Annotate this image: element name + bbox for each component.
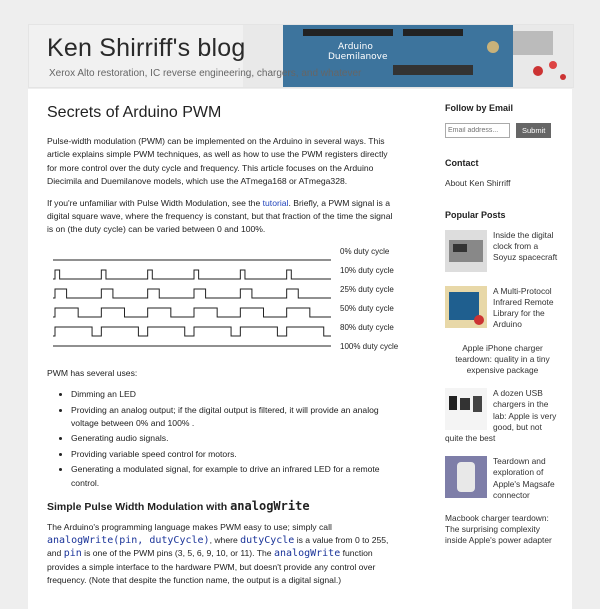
list-item: • Generating audio signals.	[71, 432, 399, 445]
about-link[interactable]: About Ken Shirriff	[445, 178, 511, 189]
pwm-waveform	[53, 327, 331, 336]
uses-list	[47, 388, 399, 490]
pwm-waveform	[53, 289, 331, 298]
blog-header	[28, 24, 574, 88]
content-area	[28, 89, 572, 609]
list-item: • Dimming an LED	[71, 388, 399, 401]
follow-form	[445, 123, 560, 138]
blog-description: Xerox Alto restoration, IC reverse engineering, chargers, and whatever	[49, 68, 362, 79]
popular-post[interactable]: Macbook charger teardown: The surprising complexity inside Apple's power adapter	[445, 513, 552, 546]
pwm-waveforms	[53, 245, 335, 357]
post-paragraph-pwm: If you're unfamiliar with Pulse Width Modulation, see the tutorial. Briefly, a PWM signal is a digital square wave, where the frequency is constant, but that fraction of the time the signal is on (the duty cycle) can be varied between 0 and 100%.	[47, 197, 393, 235]
follow-heading: Follow by Email	[445, 103, 514, 113]
post-paragraph-intro: Pulse-width modulation (PWM) can be implemented on the Arduino in several ways. This article explains simple PWM techniques, as well as how to use the PWM registers directly for more control over the duty cycle and frequency. This article focuses on the Arduino Diecimila and Duemilanove models, which use the ATmega168 or ATmega328.	[47, 136, 388, 187]
svg-text:Duemilanove: Duemilanove	[328, 52, 388, 62]
duty-label: 25% duty cycle	[340, 284, 394, 294]
svg-text:Arduino: Arduino	[338, 42, 373, 52]
duty-label: 100% duty cycle	[340, 341, 399, 351]
pwm-waveform	[53, 270, 331, 279]
soyuz-clock-thumbnail	[445, 230, 487, 272]
popular-heading: Popular Posts	[445, 209, 506, 220]
magsafe-thumbnail	[445, 456, 487, 498]
post-paragraph-analogwrite: The Arduino's programming language makes PWM easy to use; simply call analogWrite(pin, dutyCycle), where dutyCycle is a value from 0 to 255, and pin is one of the PWM pins (3, 5, 6, 9, 10, or 11). The analogWrite function provides a simple interface to the hardware PWM, but doesn't provide any control over frequency. (Note that despite the function name, the output is a digital signal.)	[47, 521, 389, 586]
duty-label: 0% duty cycle	[340, 246, 390, 256]
duty-label: 10% duty cycle	[340, 265, 394, 275]
list-item: • Generating a modulated signal, for example to drive an infrared LED for a remote control.	[71, 463, 399, 490]
duty-label: 50% duty cycle	[340, 303, 394, 313]
pwm-waveform	[53, 308, 331, 317]
tutorial-link[interactable]: tutorial	[262, 197, 289, 208]
popular-post[interactable]: A dozen USB chargers in the lab: Apple is very good, but not quite the best	[445, 388, 557, 444]
popular-post[interactable]: Teardown and exploration of Apple's Magsafe connector	[445, 456, 560, 501]
list-item: • Providing an analog output; if the digital output is filtered, it will provide an analog voltage between 0% and 100% .	[71, 404, 399, 431]
usb-chargers-thumbnail	[445, 388, 487, 430]
contact-heading: Contact	[445, 158, 479, 169]
submit-button[interactable]: Submit	[516, 123, 551, 138]
post-title[interactable]: Secrets of Arduino PWM	[47, 104, 222, 121]
pwm-duty-cycle-diagram	[47, 245, 399, 357]
arduino-ir-thumbnail	[445, 286, 487, 328]
popular-post[interactable]: A Multi-Protocol Infrared Remote Library for the Arduino	[445, 286, 560, 331]
sidebar	[445, 103, 560, 559]
popular-post[interactable]: Inside the digital clock from a Soyuz spacecraft	[445, 230, 560, 274]
section-heading: Simple Pulse Width Modulation with analogWrite	[47, 499, 310, 514]
post	[47, 103, 399, 596]
uses-intro: PWM has several uses:	[47, 367, 138, 378]
list-item: • Providing variable speed control for motors.	[71, 448, 399, 461]
popular-post[interactable]: Apple iPhone charger teardown: quality in a tiny expensive package	[455, 342, 550, 376]
duty-label: 80% duty cycle	[340, 322, 394, 332]
email-input[interactable]	[445, 123, 510, 138]
blog-title[interactable]: Ken Shirriff's blog	[47, 34, 246, 62]
